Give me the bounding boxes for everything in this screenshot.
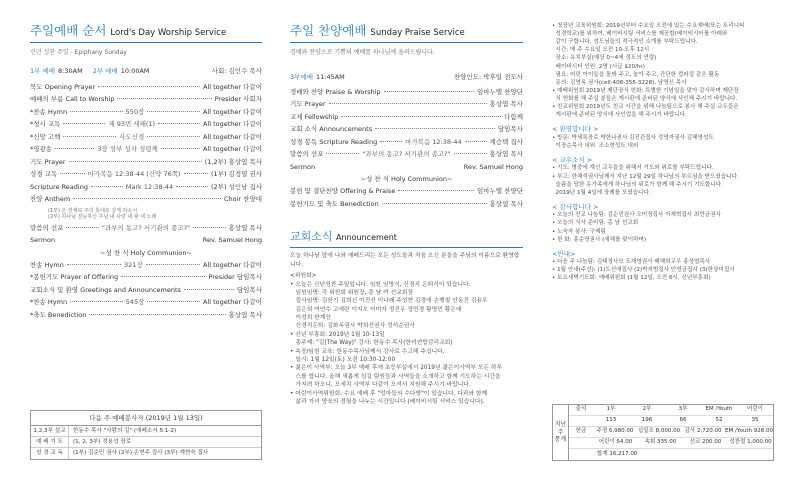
order-row [290, 187, 523, 200]
offering-item: 속회 335.00 [644, 439, 677, 446]
notice-line: • 노숙자 봉사: 구제팀 [552, 228, 606, 235]
notice-line: 필요: 어린 아이들을 돌봐 주고, 놀아 주고, 간단한 컬러링 같은 활동 [552, 71, 720, 78]
dot-leader [121, 276, 205, 277]
first-service-label: 1부 예배 [30, 67, 56, 76]
order-item-label: *축도 Benediction [30, 310, 87, 319]
stats-side-label [553, 405, 569, 460]
praise-subtitle: 경배와 찬양으로 기쁨의 예배를 하나님께 올려드립니다. [290, 49, 435, 57]
notice-line: 가지려 하오니, 모세치 사역부 다같이 오셔서 지원해 주시기 바랍니다. [290, 382, 471, 389]
order-item-label: 봉헌 및 결단찬양 Offering & Praise [290, 187, 396, 196]
order-row [290, 88, 523, 101]
next-week-servers [30, 410, 262, 460]
order-item-label: *찬송 Hymn [30, 298, 68, 307]
sermon-en-row [30, 236, 262, 249]
sermon-en-preacher: Rev. Samuel Hong [202, 236, 262, 245]
sermon-row [30, 224, 262, 237]
order-item-detail: 550장 [125, 107, 145, 116]
welcome-heading: < 환영합니다 > [552, 125, 599, 134]
offering-total: 합계 16,217.00 [597, 450, 638, 457]
offering-item: 성찬절 1,000.00 [729, 439, 772, 446]
notice-line: 시간: 매 주 수요일 오전 10-오후 12시 [552, 47, 650, 54]
order-item-detail: 321장 [124, 260, 143, 269]
order-item-label: *봉헌기도 Prayer of Offering [30, 273, 119, 282]
order-row [30, 311, 262, 324]
notice-line: 베이비시터 인원: 2명 (시급 $20/hr) [552, 63, 645, 70]
notice-line: 슬픔을 당한 유가족에게 하나님의 위로가 함께 해 주시기 기도합니다. [552, 181, 723, 188]
attendance-label: 출석 [575, 406, 587, 413]
dot-leader [384, 91, 474, 92]
praise-time-row [290, 73, 523, 86]
order-row [30, 286, 262, 299]
notice-line: 이장순목사 내외 조소현성도 내외 [552, 142, 639, 149]
offering-item: 감사 2,720.00 [684, 428, 722, 435]
notice-line: • 오늘의 식사 준비팀: 총 남 선교회 [552, 220, 639, 227]
news-title-en: Announcement [336, 233, 397, 243]
notice-line: 장소: 유치부실(예상 0~4세 정도의 연령) [552, 55, 657, 62]
title-divider [290, 247, 523, 248]
order-item-person: All together 다같이 [202, 107, 262, 116]
order-item-person: 담임목사 [497, 125, 523, 134]
order-item-label: 찬송 Hymn [30, 260, 64, 269]
order-item-detail: 마가복음 12:38-44 [405, 137, 462, 146]
stats-side-char: 지난 [554, 420, 567, 428]
order-row [30, 108, 262, 121]
sermon-label: 말씀의 선포 [30, 223, 64, 232]
dot-leader [375, 128, 495, 129]
anthem-note: (2부) 하나님 전능하신 주님 내 사랑 내 왕 내 노래 [48, 214, 157, 221]
dot-leader [341, 116, 501, 117]
dot-leader [73, 198, 221, 199]
attendance-value: 66 [679, 417, 687, 424]
dot-leader [98, 86, 200, 87]
notice-line: • 어린이사역위원회: 수요 예배 후 "엄마들의 수다방"이 있습니다. 다과와 함께 [290, 390, 488, 397]
order-item-label: 경배와 찬양 Praise & Worship [290, 87, 381, 96]
notice-line: • 방문: 박세록장로 박한나권사 김진관집사 정영자권사 김혜영성도 [552, 134, 714, 141]
notice-line: • 친교위원회 2019년도 친교 시간을 위해 나눔팀으로 봉사 해 주실 교우들은 [552, 104, 739, 111]
notice-line: • 토요새벽기도회: 예배위원회 (1월 12일, 오전 6시, 신년부흥회) [552, 275, 711, 282]
order-item-detail: 제 93번 새해(1) [108, 120, 156, 129]
notice-line: • 다음 주 나눔팀: 김태정사모 도재영권사 배해희교우 홍성엽목사 [552, 259, 711, 266]
dot-leader [146, 264, 200, 265]
dot-leader [60, 173, 84, 174]
news-title-ko: 교회소식 [290, 230, 333, 244]
worship-subtitle: 신년 성찬 주일 - Epiphany Sunday [30, 49, 127, 57]
order-item-person: 담임목사 [236, 285, 262, 294]
notice-line: 임원임명: 각 위원회 위원장, 총 남 여 선교회장 [290, 289, 414, 296]
order-item-person: Choir 찬양대 [223, 195, 262, 204]
offering-row-2 [569, 438, 773, 449]
news-title [290, 230, 523, 244]
order-row [30, 273, 262, 286]
service-leader: 사회: 김인수 목사 [211, 67, 262, 76]
order-item-label: Scripture Reading [30, 182, 88, 191]
order-item-person: All together 다같이 [202, 132, 262, 141]
order-item-label: 교제 Fellowship [290, 112, 339, 121]
notice-line: • 젊은이 사역부: 오늘 3부 예배 후에 초등부실에서 2019년 젊은이사역부 모든 하루 [290, 365, 503, 372]
stats-side-char: 통계 [554, 436, 567, 444]
thanks-list [552, 211, 774, 243]
sermon-en-label: Sermon [30, 236, 56, 245]
sermon-en-label: Sermon [290, 162, 316, 171]
order-item-detail: 3장 성부 성자 성령께 [97, 145, 158, 154]
order-item-person: Presider 사회자 [214, 95, 262, 104]
order-row [30, 133, 262, 146]
next-week-row [31, 437, 261, 448]
attendance-head: 2부 [642, 406, 652, 413]
member-news-list [552, 164, 774, 196]
notice-line: • 신년 부흥회: 2019년 1월 10-13일 [290, 331, 385, 338]
order-row [30, 261, 262, 274]
dot-leader [147, 136, 200, 137]
order-item-label: 예배의 부름 Call to Worship [30, 95, 115, 104]
dot-leader [161, 148, 200, 149]
dot-leader [63, 123, 105, 124]
notice-line: • 기도: 병중에 계신 교우들을 위해서 기도와 위로를 부탁드립니다. [552, 165, 714, 172]
notice-line: 김은희 여연수 고애란 이지오 이미자 정진우 정민경 황영민 황은애 [290, 306, 462, 313]
order-item-label: 기도 Prayer [30, 157, 66, 166]
order-row [290, 100, 523, 113]
praise-order-list [290, 88, 523, 163]
next-week-role: 예 배 기 도 [31, 437, 69, 447]
dot-leader [70, 301, 123, 302]
worship-order-list [30, 83, 262, 208]
praise-leader: 찬양인도: 박후일 전도사 [453, 73, 523, 82]
notice-line: • 헌 화: 홍순영권사 (새해를 맞이하며) [552, 236, 647, 243]
attendance-value: 196 [641, 417, 653, 424]
order-row [290, 138, 523, 151]
notice-line: • 1월 안내(주선): (1)도선애집사 (2)박지범집사 안영금집사 (3)한상미집사 [552, 267, 735, 274]
dot-leader [70, 111, 123, 112]
order-row [30, 298, 262, 311]
praise-time: 11:45AM [315, 73, 345, 82]
last-week-stats [552, 404, 774, 461]
notice-line: • 오늘은 신년성찬 주일입니다. 임원 임명식, 신경직 은퇴식이 있습니다. [290, 281, 471, 288]
next-week-role: 1,2,3부 설교 [31, 426, 69, 436]
attendance-value: 35 [751, 417, 759, 424]
dot-leader [184, 289, 234, 290]
order-row [30, 158, 262, 171]
order-item-detail: 545장 [125, 298, 145, 307]
title-divider [30, 42, 262, 43]
order-item-detail: 마가복음 12:38-44 (신약 76쪽) [87, 170, 181, 179]
news-list [290, 281, 523, 407]
communion-heading: ~성 찬 식 Holy Communion~ [100, 248, 192, 257]
order-item-detail: Mark 12:38-44 [125, 182, 174, 191]
dot-leader [89, 314, 225, 315]
sermon-title: "과부의 동고? 서기관의 종고?" [101, 223, 191, 232]
next-week-value: (1부) 김순민 권사 (2부) 손현주 집사 (3부) 계현숙 집사 [73, 450, 209, 457]
order-item-label: *신앙 고백 [30, 132, 61, 141]
dot-leader [184, 173, 208, 174]
notice-line: 삶과 자녀 양육의 경험을 나누는 시간입니다 (베이비시팅 서비스 있습니다). [290, 398, 485, 405]
dot-leader [454, 153, 487, 154]
notice-line: 2019년 1월 4일에 장례를 모셨습니다. [552, 189, 651, 196]
order-item-person: 임마누엘 찬양단 [476, 187, 523, 196]
guide-list [552, 258, 774, 282]
next-week-value: (1, 2, 3부) 정용성 장로 [73, 438, 132, 445]
thanks-heading: < 감사합니다 > [552, 202, 599, 211]
order-row [30, 145, 262, 158]
notice-line: 게시판에 준비된 양식에 사인업을 해 주시기 바랍니다. [552, 112, 687, 119]
communion-heading: ~성 찬 식 Holy Communion~ [360, 175, 453, 184]
order-row [290, 113, 523, 126]
notice-line: • 부고: 한해석권사님께서 지난 12월 29일 하나님의 부르심을 받으셨습니다. [552, 173, 739, 180]
attendance-value: 52 [715, 417, 723, 424]
sermon-en-preacher: Rev. Samuel Hong [463, 162, 523, 171]
worship-title-ko: 주일예배 순서 [30, 23, 107, 38]
notice-line: 식 헌화를 해 주실 분들은 게시판에 준비된 양식에 사인해 주시기 바랍니다. [552, 95, 738, 102]
order-item-person: 임마누엘 찬양단 [476, 87, 523, 96]
order-row [290, 200, 523, 213]
order-item-person: 계승택 집사 [489, 137, 523, 146]
dot-leader [69, 161, 202, 162]
order-item-person: (2부) 성인남 집사 [211, 182, 262, 191]
order-item-person: All together 다같이 [202, 120, 262, 129]
dot-leader [147, 111, 200, 112]
second-service-label: 2부 예배 [92, 67, 118, 76]
praise-title-ko: 주일 찬양예배 [290, 23, 367, 38]
next-week-row [31, 426, 261, 437]
praise-title-en: Sunday Praise Service [370, 28, 465, 38]
stats-side-char: 주 [557, 428, 564, 436]
notice-line: 스를 합니다. 올해 새롭게 섬길 팀원들과 사역들을 소개하고 함께 기도하는 시간을 [290, 373, 501, 380]
notice-line: • 예배위원회 2019년 제단장식 헌화: 특별한 기념일을 맞아 감사하며 제단장 [552, 87, 739, 94]
next-week-role: 성 경 교 독 [31, 448, 69, 459]
next-week-value: 한동수 목사 "사람의 길" (에베소서 5:1-2) [73, 427, 177, 434]
order-item-person: All together 다같이 [202, 145, 262, 154]
title-divider [290, 42, 523, 43]
offering-label: 헌금 [575, 428, 587, 435]
dot-leader [176, 186, 208, 187]
dot-leader [382, 203, 487, 204]
committee-label: <위원회> [290, 273, 317, 280]
welcome-list [552, 134, 774, 150]
order-item-label: 봉헌기도 및 축도 Benediction [290, 199, 379, 208]
attendance-head: EM /Youth [705, 406, 733, 413]
order-item-person: 홍상엽 목사 [489, 199, 523, 208]
praise-column [290, 0, 523, 486]
order-row [30, 95, 262, 108]
praise-time-label: 3부예배 [290, 73, 313, 82]
notice-line: 총주제: "길(The Way)" 강사: 한동수 목사(한미연합감리교회) [290, 340, 453, 347]
offering-row-1 [569, 427, 773, 438]
order-item-label: 말씀의 선포 [290, 150, 324, 159]
attendance-head: 어린이 [747, 406, 763, 413]
first-service-time: 8:30AM [58, 67, 83, 76]
notice-line: • 청장년 교육위원회: 2019년부터 수요일 오전에 있는 수요예배(또는 트리니티 [552, 23, 745, 29]
order-item-person: (1,2부) 홍상엽 목사 [204, 157, 262, 166]
notice-line: 신경직은퇴: 김화옥권사 박희선권사 정석순권사 [290, 323, 416, 330]
order-item-label: 교회 소식 Announcements [290, 125, 373, 134]
order-item-label: 묵도 Opening Prayer [30, 82, 96, 91]
dot-leader [55, 148, 94, 149]
notice-line: 집사임명: 김완기 김희신 이진선 이나래 주성현 김경애 손행철 안동진 김용우 [290, 298, 488, 305]
next-week-row [31, 448, 261, 459]
offering-item: 주정 6,980.00 [596, 428, 634, 435]
order-item-label: 찬양 Anthem [30, 195, 71, 204]
order-item-person: Presider 담임목사 [208, 273, 262, 282]
dot-leader [63, 136, 116, 137]
attendance-value: 113 [605, 417, 617, 424]
order-item-label: 성경 교독 [30, 170, 58, 179]
attendance-head: 1부 [606, 406, 616, 413]
order-row [290, 125, 523, 138]
service-times [30, 67, 262, 80]
order-row [30, 120, 262, 133]
dot-leader [329, 103, 487, 104]
offering-item: 어린이 54.00 [598, 439, 633, 446]
notice-line: 일시: 1월 12일(토) 오전 10:30-12:00 [290, 357, 396, 364]
worship-title-en: Lord's Day Worship Service [110, 28, 227, 38]
notice-line: 이성희 한계선 [290, 315, 331, 322]
order-row [290, 150, 523, 163]
worship-title [30, 23, 262, 39]
order-item-person: 홍상엽 목사 [489, 150, 523, 159]
order-item-label: 교회소식 및 환영 Greetings and Announcements [30, 285, 181, 294]
offering-item: EM /Youth 928.00 [725, 428, 773, 435]
order-item-person: 홍상엽 목사 [228, 310, 262, 319]
sermon-preacher: 홍상엽 목사 [228, 223, 262, 232]
order-item-person: All together 다같이 [202, 82, 262, 91]
dot-leader [147, 301, 200, 302]
guide-heading: <안내> [552, 249, 576, 258]
dot-leader [117, 98, 211, 99]
offering-total-row [569, 449, 773, 460]
anthem-note: (1부) 온 전체로 주의 뜻대로 살게 하소서 [48, 207, 138, 214]
order-row [30, 83, 262, 96]
order-item-person: 다함께 [504, 112, 523, 121]
order-item-label: *찬송 Hymn [30, 107, 68, 116]
order-item-label: 기도 Prayer [290, 100, 326, 109]
order-item-person: (1부) 김정열 권사 [211, 170, 262, 179]
offering-item: 선교 200.00 [689, 439, 722, 446]
order-row [30, 170, 262, 183]
order-row [30, 195, 262, 208]
order-item-detail: "과부의 동고? 서기관의 종고?" [362, 150, 451, 159]
dot-leader [326, 153, 359, 154]
notice-line: 문의: 김영옥 권사(cell:408-355-3228), 남영신 목사 [552, 79, 687, 86]
dot-leader [91, 186, 123, 187]
attendance-heads [569, 405, 773, 416]
notice-line: • 오늘의 친교 나눔팀: 김순민권사 오미정집사 이재혁집사 최만금권사 [552, 212, 721, 219]
notice-line: 성경학교)를 위하여, 베이비시팅 서비스를 제공합(베이비시터를 아래와 [552, 31, 728, 38]
second-service-time: 10:00AM [120, 67, 150, 76]
order-item-person: 홍상엽 목사 [489, 100, 523, 109]
notice-line: • 속장/임원 교육: 한동수목사님께서 강사로 수고해 주십니다. [290, 348, 445, 355]
order-item-label: 성경 봉독 Scripture Reading [290, 137, 378, 146]
notice-line: 같이 구합니다. 성도님들의 적극적인 소개를 부탁드립니다. [552, 39, 698, 46]
dot-leader [398, 190, 474, 191]
order-item-person: All together 다같이 [202, 260, 262, 269]
order-item-person: All together 다같이 [202, 298, 262, 307]
offering-item: 십일조 8,000.00 [637, 428, 681, 435]
dot-leader [67, 264, 121, 265]
praise-order-list-2 [290, 187, 523, 212]
praise-sermon-en [290, 163, 523, 176]
member-news-heading: < 교우소식 > [552, 155, 593, 164]
dot-leader [158, 123, 200, 124]
dot-leader [465, 141, 487, 142]
next-week-title: 다음 주 예배봉사자 (2019년 1월 13일) [31, 411, 261, 426]
attendance-values [569, 416, 773, 427]
dot-leader [380, 141, 402, 142]
order-item-label: *영광송 [30, 145, 53, 154]
attendance-head: 3부 [678, 406, 688, 413]
praise-title [290, 23, 523, 39]
news-intro: 오늘 하나님 앞에 나와 예배드리는 모든 성도들과 처음 오신 분들을 주님의 이름으로 환영합니다. [290, 253, 520, 268]
worship-order-list-2 [30, 261, 262, 324]
order-item-label: *성시 교독 [30, 120, 61, 129]
order-item-detail: 사도신경 [119, 132, 145, 141]
committee-notices [552, 22, 774, 119]
order-row [30, 183, 262, 196]
